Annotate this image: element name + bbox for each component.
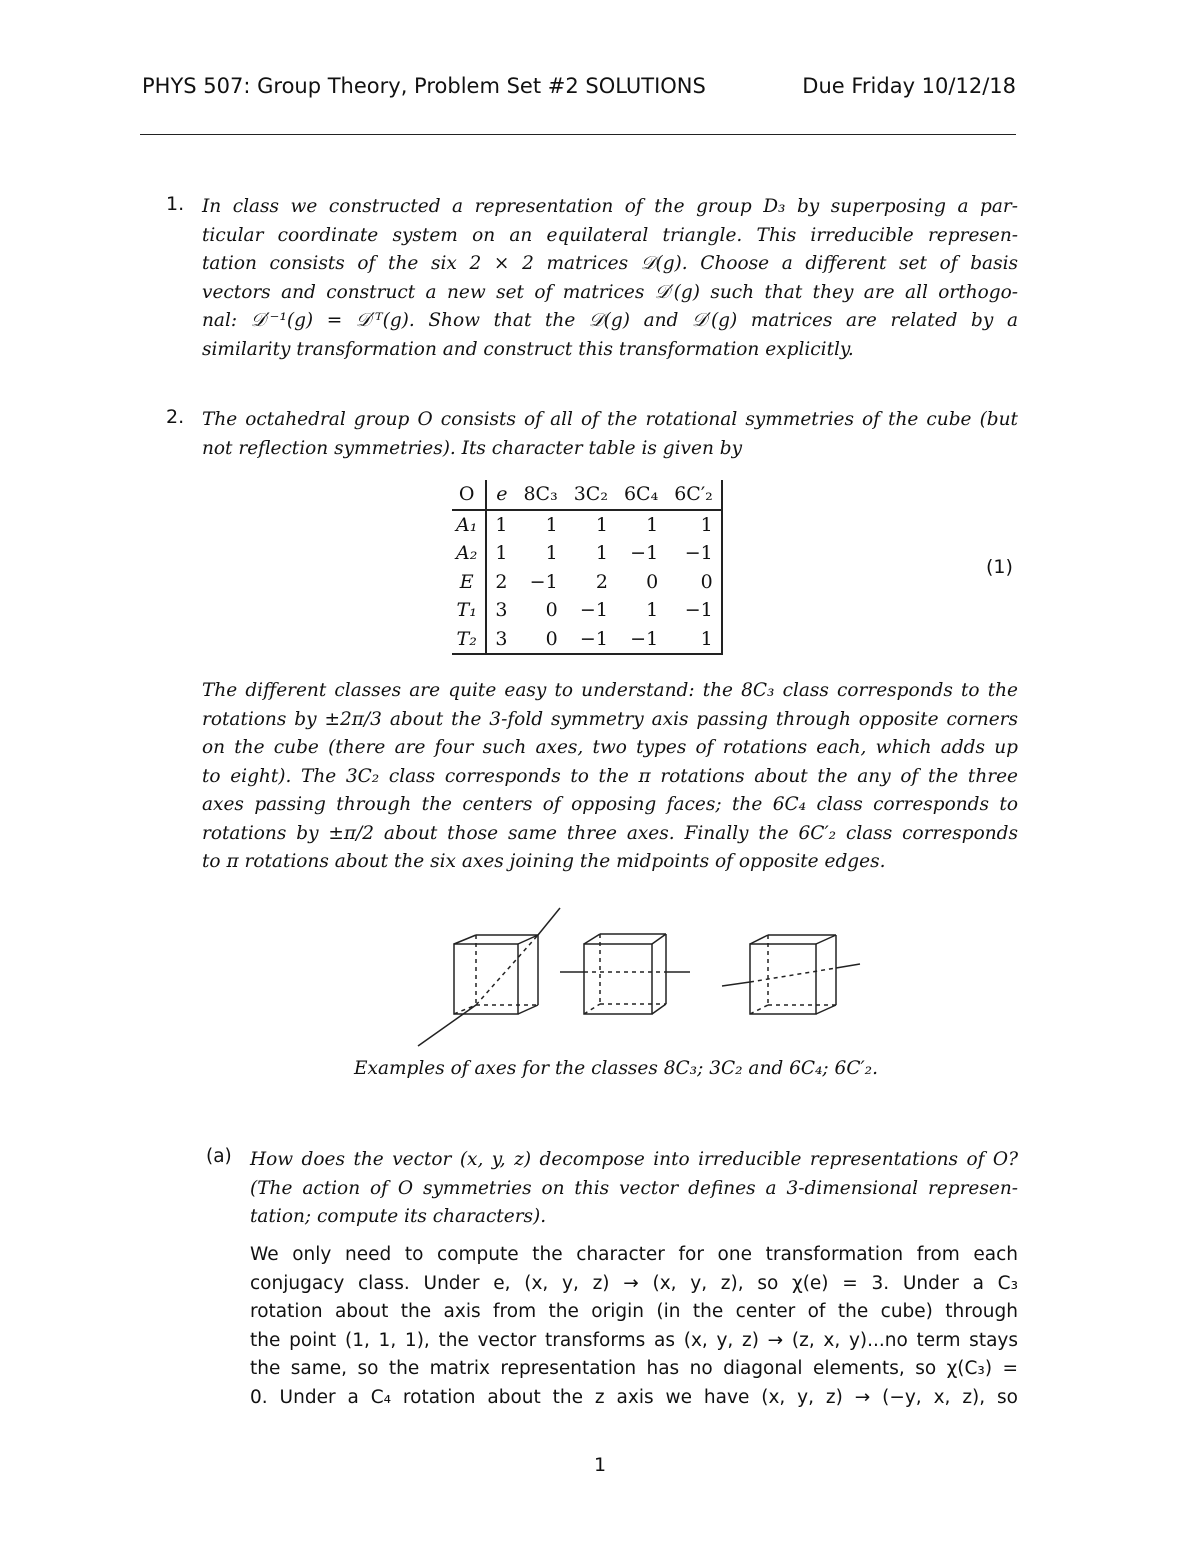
problem-2-number: 2. [166, 406, 185, 428]
table-cell: −1 [529, 570, 558, 593]
table-row-irrep: A₁ [452, 510, 486, 540]
part-a-solution [250, 1241, 1018, 1412]
page-header [142, 74, 1016, 106]
table-row [452, 568, 722, 597]
part-a-question-line: (The action of O symmetries on this vector defines a 3-dimensional represen- [250, 1177, 1018, 1199]
explanation-text [202, 677, 1018, 877]
table-col-header: 6C′₂ [666, 480, 722, 510]
cube-3fold-axis [418, 908, 560, 1046]
table-cell: −1 [630, 542, 659, 565]
table-col-header: 8C₃ [515, 480, 565, 510]
cube-edge-axis [722, 935, 860, 1014]
cube-face-axis [560, 934, 690, 1014]
cube-axes-figure [400, 900, 880, 1060]
table-cell: 1 [666, 510, 722, 540]
table-row [452, 596, 722, 625]
table-cell: 1 [495, 542, 508, 565]
part-a-question-line: How does the vector (x, y, z) decompose into irreducible representations of O? [250, 1149, 1018, 1170]
table-col-header: 3C₂ [566, 480, 616, 510]
figure-caption: Examples of axes for the classes 8C₃; 3C₂ and 6C₄; 6C′₂. [354, 1058, 878, 1079]
solution-line: the point (1, 1, 1), the vector transforms as (x, y, z) → (z, x, y)...no term stays [250, 1329, 1018, 1351]
table-cell: 1 [545, 513, 558, 536]
problem-2-line: not reflection symmetries). Its character table is given by [202, 437, 743, 459]
explanation-line: rotations by ±π/2 about those same three axes. Finally the 6C′₂ class corresponds [202, 822, 1018, 844]
part-a-question [250, 1146, 1018, 1232]
table-cell: 0 [646, 570, 659, 593]
problem-2-line: The octahedral group O consists of all of the rotational symmetries of the cube (but [202, 409, 1018, 430]
table-cell: 2 [495, 570, 508, 593]
table-cell: −1 [666, 596, 722, 625]
table-cell: 2 [595, 570, 608, 593]
page-number: 1 [593, 1454, 607, 1476]
explanation-line: to eight). The 3C₂ class corresponds to the π rotations about the any of the three [202, 765, 1018, 787]
problem-1-line: In class we constructed a representation of the group D₃ by superposing a par- [202, 196, 1018, 217]
problem-1-line: tation consists of the six 2 × 2 matrices 𝒟(g). Choose a different set of basis [202, 253, 1018, 274]
part-a-label: (a) [206, 1146, 232, 1167]
table-row-irrep: T₂ [452, 625, 486, 655]
table-cell: 1 [545, 542, 558, 565]
table-cell: 3 [486, 625, 515, 655]
table-cell: −1 [666, 539, 722, 568]
problem-1-line: vectors and construct a new set of matrices 𝒟′(g) such that they are all orthogo- [202, 281, 1018, 303]
table-cell: 0 [515, 625, 565, 655]
table-cell: 1 [495, 513, 508, 536]
equation-number: (1) [986, 556, 1013, 578]
table-cell: 1 [666, 625, 722, 655]
table-cell: −1 [616, 625, 666, 655]
solution-line: the same, so the matrix representation has no diagonal elements, so χ(C₃) = [250, 1358, 1018, 1379]
table-cell: 1 [646, 513, 659, 536]
problem-1-line: similarity transformation and construct this transformation explicitly. [202, 338, 854, 360]
table-row [452, 510, 722, 540]
table-cell: −1 [566, 625, 616, 655]
table-corner: O [452, 480, 486, 510]
table-row-irrep: E [452, 568, 486, 597]
table-col-header: 6C₄ [616, 480, 666, 510]
problem-1-text [202, 193, 1018, 364]
table-row-irrep: T₁ [452, 596, 486, 625]
table-cell: 0 [545, 599, 558, 622]
header-due-date: Due Friday 10/12/18 [802, 74, 1016, 98]
character-table [452, 480, 723, 655]
solution-line: rotation about the axis from the origin (in the center of the cube) through [250, 1301, 1018, 1322]
table-row [452, 539, 722, 568]
table-cell: 0 [666, 568, 722, 597]
header-title: PHYS 507: Group Theory, Problem Set #2 SOLUTIONS [142, 74, 706, 98]
problem-1-number: 1. [166, 193, 185, 215]
table-cell: 3 [495, 599, 508, 622]
table-col-header: e [486, 480, 515, 510]
explanation-line: on the cube (there are four such axes, two types of rotations each, which adds up [202, 737, 1018, 758]
solution-line: conjugacy class. Under e, (x, y, z) → (x, y, z), so χ(e) = 3. Under a C₃ [250, 1272, 1018, 1294]
part-a-question-line: tation; compute its characters). [250, 1206, 547, 1227]
problem-1-line: nal: 𝒟′⁻¹(g) = 𝒟′ᵀ(g). Show that the 𝒟(g) and 𝒟′(g) matrices are related by a [202, 310, 1018, 331]
table-row-irrep: A₂ [452, 539, 486, 568]
table-cell: 1 [595, 542, 608, 565]
problem-2-text [202, 406, 1018, 463]
problem-1-line: ticular coordinate system on an equilateral triangle. This irreducible represen- [202, 224, 1018, 246]
solution-line: We only need to compute the character for one transformation from each [250, 1244, 1018, 1265]
explanation-line: to π rotations about the six axes joining the midpoints of opposite edges. [202, 851, 886, 872]
table-cell: 1 [646, 599, 659, 622]
header-rule [140, 134, 1016, 135]
table-cell: −1 [579, 599, 608, 622]
table-cell: 1 [595, 513, 608, 536]
table-row [452, 625, 722, 655]
explanation-line: rotations by ±2π/3 about the 3-fold symmetry axis passing through opposite corners [202, 708, 1018, 730]
explanation-line: axes passing through the centers of opposing faces; the 6C₄ class corresponds to [202, 794, 1018, 815]
explanation-line: The different classes are quite easy to understand: the 8C₃ class corresponds to the [202, 680, 1018, 701]
solution-line: 0. Under a C₄ rotation about the z axis we have (x, y, z) → (−y, x, z), so [250, 1386, 1018, 1408]
